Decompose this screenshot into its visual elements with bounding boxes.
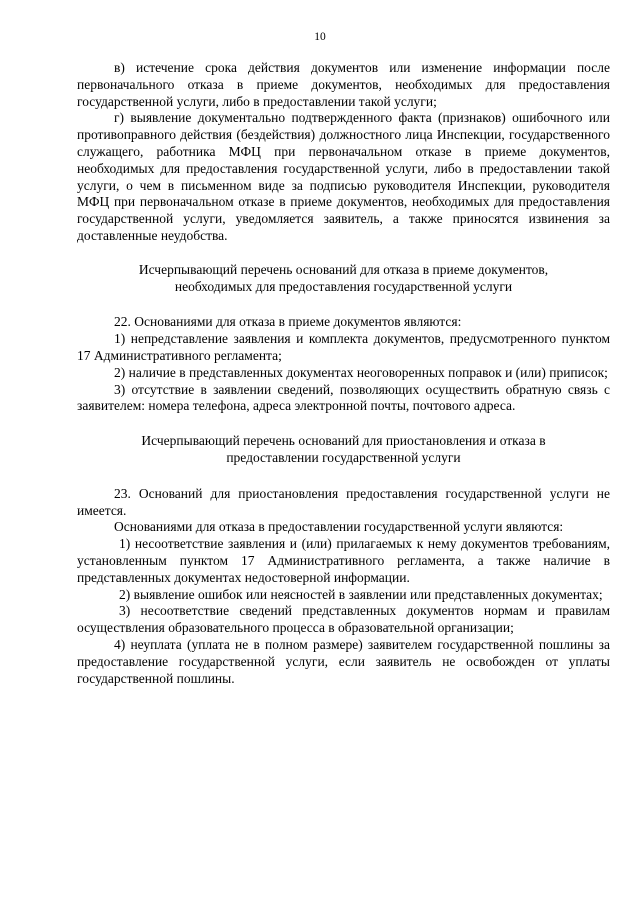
- paragraph-item-g: г) выявление документально подтвержденного факта (признаков) ошибочного или противоправного действия (бездействия) должностного лица Инспекции, государственного служащего, работника МФЦ при первоначальном отказе в приеме документов, необходимых для предоставления государственной услуги, либо в предоставлении такой услуги, о чем в письменном виде за подписью руководителя Инспекции, руководителя МФЦ при первоначальном отказе в приеме документов, необходимых для предоставления государственной услуги, уведомляется заявитель, а также приносятся извинения за доставленные неудобства.: [77, 110, 610, 243]
- list-item-22-2: 2) наличие в представленных документах неоговоренных поправок и (или) приписок;: [114, 364, 608, 380]
- section-heading-suspension-refusal: Исчерпывающий перечень оснований для приостановления и отказа в предоставлении государственной услуги: [141, 433, 546, 465]
- list-item-23-4: 4) неуплата (уплата не в полном размере) заявителем государственной пошлины за предоставление государственной услуги, если заявитель не освобожден от уплаты государственной пошлины.: [77, 636, 610, 686]
- page-number: 10: [314, 31, 326, 43]
- paragraph-item-v: в) истечение срока действия документов или изменение информации после первоначального отказа в приеме документов, необходимых для предоставления государственной услуги, либо в предоставлении такой услуги;: [77, 60, 610, 109]
- document-body: [77, 60, 610, 687]
- list-item-22-3: 3) отсутствие в заявлении сведений, позволяющих осуществить обратную связь с заявителем: номера телефона, адреса электронной почты, почтового адреса.: [77, 381, 610, 414]
- list-item-22-1: 1) непредставление заявления и комплекта документов, предусмотренного пунктом 17 Административного регламента;: [77, 331, 610, 363]
- section-heading-refusal-acceptance: Исчерпывающий перечень оснований для отказа в приеме документов, необходимых для предоставления государственной услуги: [138, 261, 549, 294]
- list-item-23-3: 3) несоответствие сведений представленных документов нормам и правилам осуществления образовательного процесса в образовательной организации;: [77, 603, 610, 636]
- list-item-23-1: 1) несоответствие заявления и (или) прилагаемых к нему документов требованиям, установленным пунктом 17 Административного регламента, а также наличие в представленных документах недостоверной информации.: [77, 536, 610, 585]
- paragraph-23-intro: 23. Оснований для приостановления предоставления государственной услуги не имеется.: [77, 485, 610, 518]
- list-item-23-2: 2) выявление ошибок или неясностей в заявлении или представленных документах;: [119, 586, 603, 602]
- paragraph-23-sub-intro: Основаниями для отказа в предоставлении государственной услуги являются:: [114, 519, 564, 535]
- paragraph-22-intro: 22. Основаниями для отказа в приеме документов являются:: [114, 314, 462, 330]
